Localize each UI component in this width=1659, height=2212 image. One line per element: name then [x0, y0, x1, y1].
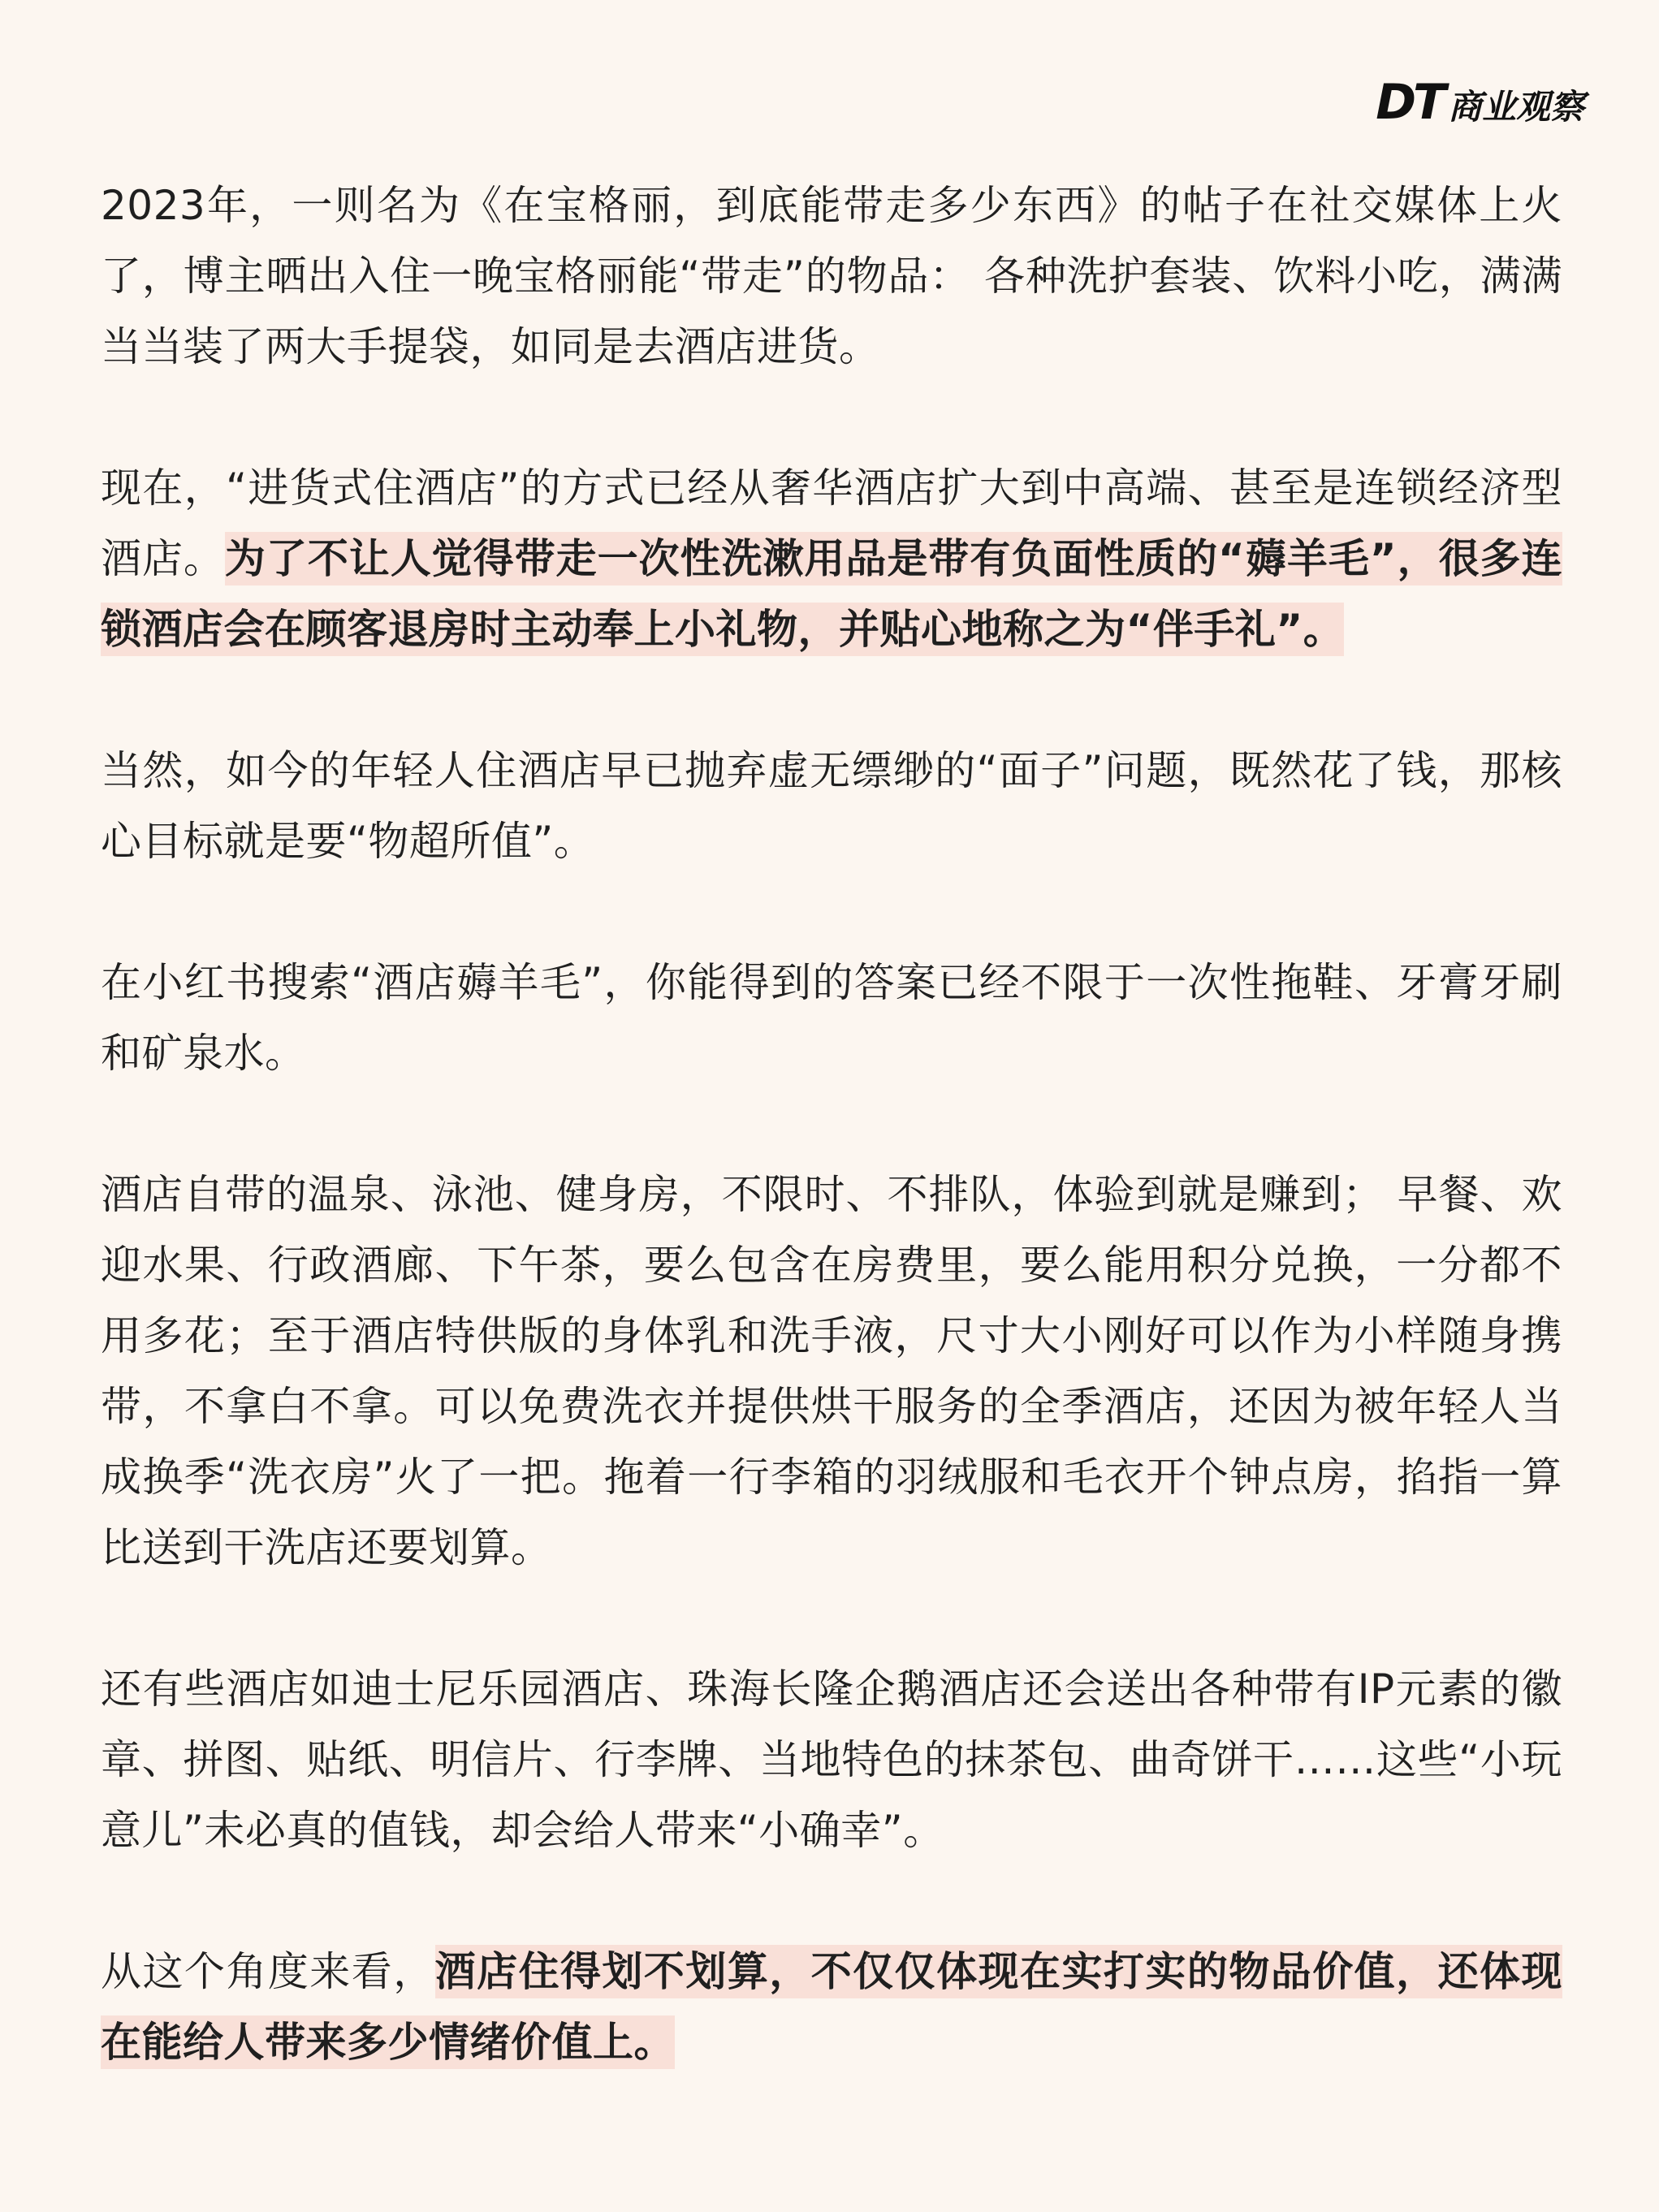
- paragraph-text: 2023年，一则名为《在宝格丽，到底能带走多少东西》的帖子在社交媒体上火了，博主晒出入住一晚宝格丽能“带走”的物品： 各种洗护套装、饮料小吃，满满当当装了两大手提袋，如同是去酒店进货。: [101, 182, 1562, 370]
- paragraph-4: [101, 948, 1562, 1089]
- article-body: [101, 171, 1562, 2078]
- brand-logo-text: 商业观察: [1447, 87, 1584, 127]
- brand-logo: [1376, 74, 1584, 131]
- highlighted-text: 酒店住得划不划算，不仅仅体现在实打实的物品价值，还体现在能给人带来多少情绪价值上。: [101, 1945, 1562, 2069]
- paragraph-text: 在小红书搜索“酒店薅羊毛”，你能得到的答案已经不限于一次性拖鞋、牙膏牙刷和矿泉水。: [101, 959, 1562, 1077]
- paragraph-5: [101, 1160, 1562, 1583]
- paragraph-2: [101, 453, 1562, 665]
- paragraph-7: [101, 1937, 1562, 2078]
- paragraph-text: 现在，“进货式住酒店”的方式已经从奢华酒店扩大到中高端、甚至是连锁经济型酒店。: [101, 464, 1562, 582]
- paragraph-3: [101, 736, 1562, 877]
- paragraph-text: 还有些酒店如迪士尼乐园酒店、珠海长隆企鹅酒店还会送出各种带有IP元素的徽章、拼图、贴纸、明信片、行李牌、当地特色的抹茶包、曲奇饼干……这些“小玩意儿”未必真的值钱，却会给人带来“小确幸”。: [101, 1665, 1562, 1854]
- paragraph-text: 当然，如今的年轻人住酒店早已抛弃虚无缥缈的“面子”问题，既然花了钱，那核心目标就是要“物超所值”。: [101, 747, 1562, 865]
- paragraph-text: 从这个角度来看，: [101, 1948, 435, 1995]
- brand-logo-dt: DT: [1376, 74, 1443, 131]
- highlighted-text: 为了不让人觉得带走一次性洗漱用品是带有负面性质的“薅羊毛”，很多连锁酒店会在顾客退房时主动奉上小礼物，并贴心地称之为“伴手礼”。: [101, 532, 1562, 656]
- paragraph-text: 酒店自带的温泉、泳池、健身房，不限时、不排队，体验到就是赚到； 早餐、欢迎水果、行政酒廊、下午茶，要么包含在房费里，要么能用积分兑换，一分都不用多花；至于酒店特供版的身体乳和洗手液，尺寸大小刚好可以作为小样随身携带，不拿白不拿。可以免费洗衣并提供烘干服务的全季酒店，还因为被年轻人当成换季“洗衣房”火了一把。拖着一行李箱的羽绒服和毛衣开个钟点房，掐指一算比送到干洗店还要划算。: [101, 1171, 1562, 1571]
- paragraph-1: [101, 171, 1562, 382]
- paragraph-6: [101, 1654, 1562, 1866]
